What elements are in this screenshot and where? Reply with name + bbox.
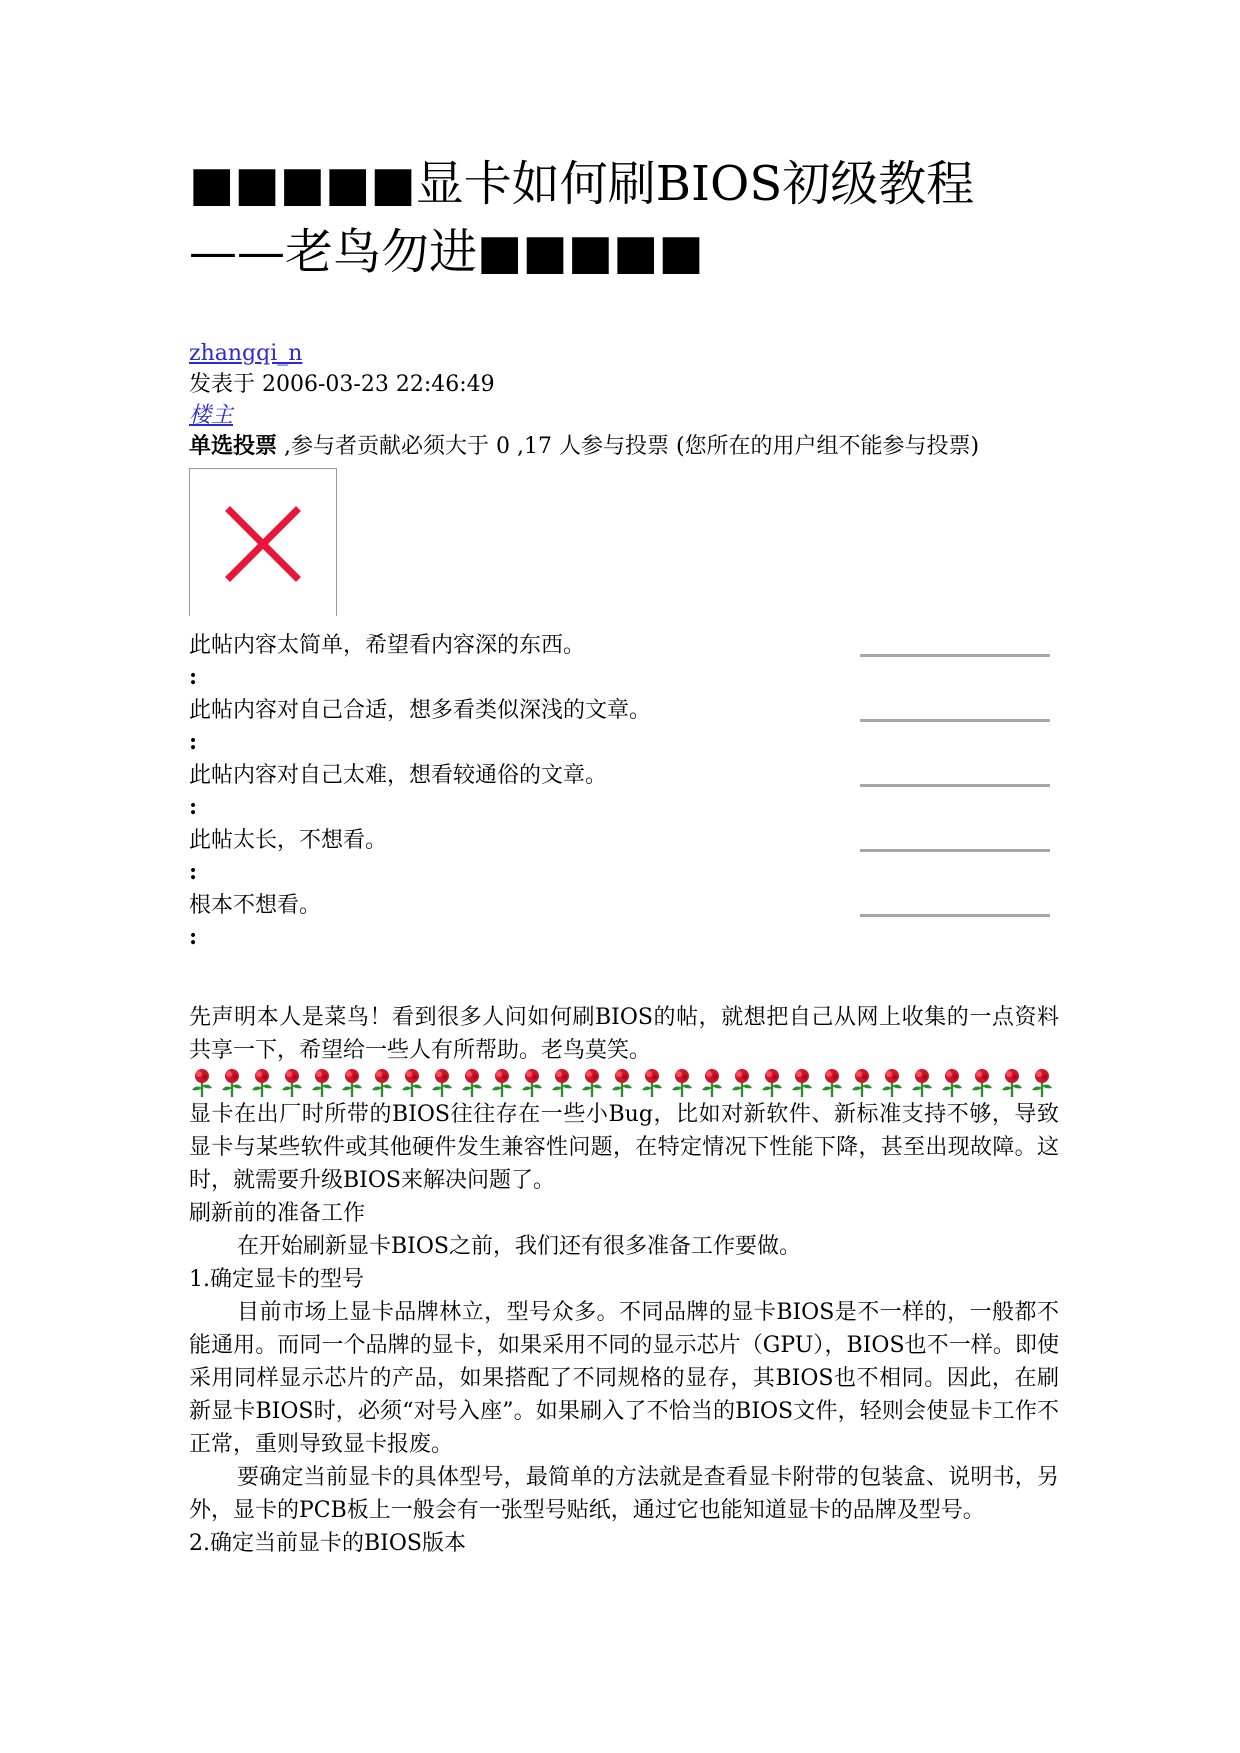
rose-icon <box>429 1068 455 1098</box>
rose-icon <box>849 1068 875 1098</box>
rose-icon <box>819 1068 845 1098</box>
rose-icon <box>369 1068 395 1098</box>
rose-icon <box>339 1068 365 1098</box>
author-link[interactable]: zhangqi_n <box>189 341 303 366</box>
vote-option-colon: : <box>189 664 198 690</box>
vote-option <box>189 760 1059 825</box>
rose-icon <box>999 1068 1025 1098</box>
intro-paragraph: 先声明本人是菜鸟！看到很多人问如何刷BIOS的帖，就想把自己从网上收集的一点资料共享一下，希望给一些人有所帮助。老鸟莫笑。 <box>189 1005 1059 1063</box>
rose-icon <box>549 1068 575 1098</box>
vote-option-label: 此帖内容太简单，希望看内容深的东西。 <box>189 633 586 658</box>
rose-icon <box>399 1068 425 1098</box>
vote-header <box>189 431 1059 462</box>
flower-divider <box>189 1067 1059 1098</box>
vote-result-bar <box>860 849 1050 852</box>
rose-icon <box>639 1068 665 1098</box>
article-body <box>189 1001 1059 1560</box>
vote-type: 单选投票 <box>189 434 278 459</box>
vote-result-bar <box>860 914 1050 917</box>
vote-option-colon: : <box>189 794 198 820</box>
vote-option <box>189 695 1059 760</box>
rose-icon <box>609 1068 635 1098</box>
vote-option-label: 根本不想看。 <box>189 893 322 918</box>
post-date: 发表于 2006-03-23 22:46:49 <box>189 372 495 397</box>
rose-icon <box>879 1068 905 1098</box>
paragraph: 显卡在出厂时所带的BIOS往往存在一些小Bug，比如对新软件、新标准支持不够，导致显卡与某些软件或其他硬件发生兼容性问题，在特定情况下性能下降，甚至出现故障。这时，就需要升级BIOS来解决问题了。 <box>189 1102 1059 1193</box>
rose-icon <box>219 1068 245 1098</box>
vote-option-label: 此帖内容对自己太难，想看较通俗的文章。 <box>189 763 608 788</box>
vote-option <box>189 825 1059 890</box>
rose-icon <box>279 1068 305 1098</box>
vote-option-label: 此帖太长，不想看。 <box>189 828 388 853</box>
section-heading: 1.确定显卡的型号 <box>189 1267 364 1292</box>
vote-option <box>189 630 1059 695</box>
section-heading: 2.确定当前显卡的BIOS版本 <box>189 1531 466 1556</box>
vote-result-bar <box>860 784 1050 787</box>
rose-icon <box>579 1068 605 1098</box>
rose-icon <box>249 1068 275 1098</box>
post-content <box>189 150 1059 1560</box>
vote-option-colon: : <box>189 859 198 885</box>
broken-image-icon <box>189 468 337 616</box>
section-heading: 刷新前的准备工作 <box>189 1201 366 1226</box>
rose-icon <box>1029 1068 1055 1098</box>
rose-icon <box>519 1068 545 1098</box>
rose-icon <box>939 1068 965 1098</box>
rose-icon <box>309 1068 335 1098</box>
vote-option-colon: : <box>189 924 198 950</box>
rose-icon <box>909 1068 935 1098</box>
vote-option-label: 此帖内容对自己合适，想多看类似深浅的文章。 <box>189 698 652 723</box>
rose-icon <box>969 1068 995 1098</box>
paragraph: 目前市场上显卡品牌林立，型号众多。不同品牌的显卡BIOS是不一样的，一般都不能通用。而同一个品牌的显卡，如果采用不同的显示芯片（GPU），BIOS也不一样。即使采用同样显示芯片的产品，如果搭配了不同规格的显存，其BIOS也不相同。因此，在刷新显卡BIOS时，必须“对号入座”。如果刷入了不恰当的BIOS文件，轻则会使显卡工作不正常，重则导致显卡报废。 <box>189 1300 1059 1457</box>
thread-starter-link[interactable]: 楼主 <box>189 403 234 428</box>
vote-options <box>189 630 1059 955</box>
paragraph: 在开始刷新显卡BIOS之前，我们还有很多准备工作要做。 <box>237 1234 801 1259</box>
rose-icon <box>489 1068 515 1098</box>
paragraph: 要确定当前显卡的具体型号，最简单的方法就是查看显卡附带的包装盒、说明书，另外，显卡的PCB板上一般会有一张型号贴纸，通过它也能知道显卡的品牌及型号。 <box>189 1465 1059 1523</box>
vote-result-bar <box>860 719 1050 722</box>
vote-option-colon: : <box>189 729 198 755</box>
vote-option <box>189 890 1059 955</box>
rose-icon <box>189 1068 215 1098</box>
rose-icon <box>459 1068 485 1098</box>
vote-info: ,参与者贡献必须大于 0 ,17 人参与投票 (您所在的用户组不能参与投票) <box>277 434 980 459</box>
rose-icon <box>669 1068 695 1098</box>
rose-icon <box>699 1068 725 1098</box>
rose-icon <box>729 1068 755 1098</box>
page-title <box>189 150 1059 286</box>
rose-icon <box>759 1068 785 1098</box>
rose-icon <box>789 1068 815 1098</box>
title-line-2: ——老鸟勿进■■■■■ <box>189 224 704 280</box>
vote-result-bar <box>860 654 1050 657</box>
post-meta <box>189 338 1059 462</box>
title-line-1: ■■■■■显卡如何刷BIOS初级教程 <box>189 156 975 212</box>
